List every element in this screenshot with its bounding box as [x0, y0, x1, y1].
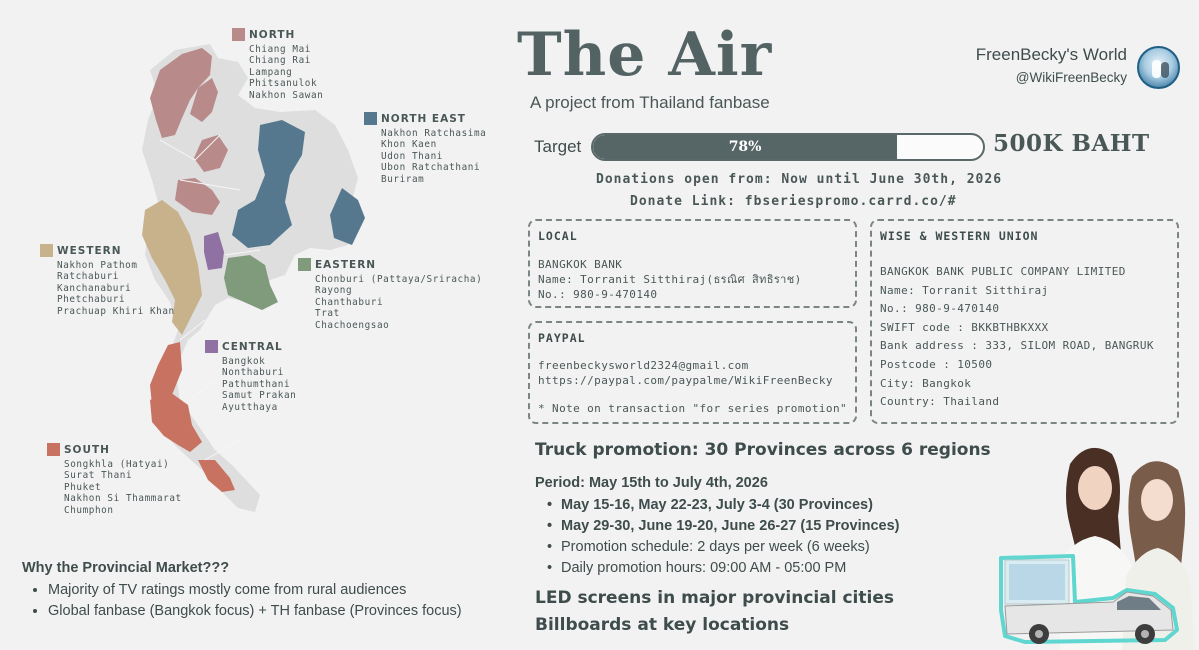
legend-eastern-list: [298, 274, 482, 331]
local-bank-box: [528, 219, 857, 308]
why-provincial-section: [22, 560, 502, 622]
avatar-figure-1: [1152, 60, 1161, 78]
legend-western: [40, 244, 175, 317]
province-item: Samut Prakan: [222, 390, 297, 402]
schedule-item: • May 15-16, May 22-23, July 3-4 (30 Provinces): [561, 495, 900, 516]
legend-north-list: [232, 44, 323, 101]
province-item: Trat: [315, 308, 340, 320]
province-item: Pathumthani: [222, 378, 291, 390]
legend-central-list: [205, 356, 296, 413]
province-item: Nonthaburi: [222, 367, 284, 379]
province-item: Chiang Rai: [249, 55, 311, 67]
local-bank-name: BANGKOK BANK: [538, 258, 623, 271]
led-screens-text: LED screens in major provincial cities: [535, 588, 894, 608]
paypal-box-title: PAYPAL: [538, 331, 586, 345]
wise-line: City: Bangkok: [880, 376, 972, 390]
paypal-email[interactable]: freenbeckysworld2324@gmail.com: [538, 359, 749, 372]
province-item: Nakhon Ratchasima: [381, 128, 487, 139]
wise-box-lines: [880, 263, 1169, 412]
wise-line: Postcode : 10500: [880, 357, 993, 371]
person-left-face: [1078, 466, 1112, 510]
donations-open-text: Donations open from: Now until June 30th, 2026: [596, 172, 1003, 187]
legend-central-title: CENTRAL: [222, 340, 283, 353]
page-title: The Air: [517, 20, 773, 90]
province-item: Nakhon Si Thammarat: [64, 493, 182, 505]
paypal-link[interactable]: https://paypal.com/paypalme/WikiFreenBecky: [538, 373, 833, 387]
province-item: Chonburi (Pattaya/Sriracha): [315, 274, 483, 285]
province-item: Phuket: [64, 481, 102, 493]
legend-eastern-head: [298, 258, 482, 271]
province-item: Buriram: [381, 173, 425, 185]
province-item: Nakhon Sawan: [249, 89, 324, 101]
province-item: Chumphon: [64, 504, 114, 516]
wise-line: Name: Torranit Sitthiraj: [880, 283, 1049, 297]
wise-line: BANGKOK BANK PUBLIC COMPANY LIMITED: [880, 265, 1126, 278]
truck-promo-title: Truck promotion: 30 Provinces across 6 regions: [535, 440, 991, 460]
province-item: Chiang Mai: [249, 44, 311, 55]
legend-south-list: [47, 459, 182, 516]
province-item: Rayong: [315, 285, 353, 297]
legend-central: [205, 340, 296, 413]
why-list: [22, 580, 502, 622]
legend-eastern: [298, 258, 482, 331]
province-item: Surat Thani: [64, 470, 133, 482]
avatar[interactable]: [1137, 46, 1180, 89]
truck-wheel-front-hub: [1141, 630, 1149, 638]
province-item: Khon Kaen: [381, 139, 437, 151]
legend-western-list: [40, 260, 175, 317]
province-item: Prachuap Khiri Khan: [57, 305, 175, 317]
avatar-figure-2: [1161, 62, 1169, 78]
legend-western-head: [40, 244, 175, 257]
legend-south-swatch: [47, 443, 60, 456]
brand-name: FreenBecky's World: [975, 45, 1127, 64]
paypal-box-lines: [538, 359, 847, 417]
province-item: Chachoengsao: [315, 319, 390, 331]
target-amount: 500K BAHT: [993, 130, 1150, 157]
paypal-note: * Note on transaction "for series promotion": [538, 402, 847, 415]
wise-line: No.: 980-9-470140: [880, 302, 1000, 316]
truck-wheel-rear-hub: [1035, 630, 1043, 638]
page-subtitle: A project from Thailand fanbase: [530, 93, 770, 112]
legend-western-title: WESTERN: [57, 244, 122, 257]
local-box-title: LOCAL: [538, 229, 578, 243]
why-point: • Majority of TV ratings mostly come from rural audiences: [48, 580, 502, 601]
legend-eastern-swatch: [298, 258, 311, 271]
progress-bar: [591, 133, 985, 161]
province-item: Ubon Ratchathani: [381, 162, 481, 174]
legend-south-head: [47, 443, 182, 456]
province-item: Bangkok: [222, 356, 266, 367]
local-box-lines: [538, 257, 847, 302]
legend-south: [47, 443, 182, 516]
legend-northeast-swatch: [364, 112, 377, 125]
donate-link[interactable]: Donate Link: fbseriespromo.carrd.co/#: [630, 194, 957, 209]
legend-eastern-title: EASTERN: [315, 258, 377, 271]
legend-central-head: [205, 340, 296, 353]
province-item: Phitsanulok: [249, 78, 318, 90]
legend-northeast: [364, 112, 486, 185]
legend-south-title: SOUTH: [64, 443, 110, 456]
legend-north-title: NORTH: [249, 28, 296, 41]
paypal-box: [528, 321, 857, 424]
promo-schedule-list: [561, 495, 900, 579]
province-item: Kanchanaburi: [57, 282, 132, 294]
legend-northeast-head: [364, 112, 486, 125]
legend-north-head: [232, 28, 323, 41]
person-right-face: [1141, 479, 1173, 521]
legend-northeast-title: NORTH EAST: [381, 112, 466, 125]
province-item: Lampang: [249, 66, 293, 78]
wise-western-union-box: [870, 219, 1179, 424]
province-item: Ratchaburi: [57, 271, 119, 283]
schedule-item: • Promotion schedule: 2 days per week (6 weeks): [561, 537, 900, 558]
local-account-name: Name: Torranit Sitthiraj(ธรณิศ สิทธิราช): [538, 273, 802, 286]
wise-line: SWIFT code : BKKBTHBKXXX: [880, 320, 1049, 334]
province-item: Songkhla (Hatyai): [64, 459, 170, 470]
legend-northeast-list: [364, 128, 486, 185]
legend-north-swatch: [232, 28, 245, 41]
brand-handle[interactable]: @WikiFreenBecky: [1015, 70, 1127, 85]
wise-line: Country: Thailand: [880, 395, 1000, 409]
wise-line: Bank address : 333, SILOM ROAD, BANGRUK: [880, 339, 1154, 353]
local-account-number: No.: 980-9-470140: [538, 288, 658, 301]
province-item: Phetchaburi: [57, 294, 126, 306]
legend-western-swatch: [40, 244, 53, 257]
schedule-item: • Daily promotion hours: 09:00 AM - 05:00 PM: [561, 558, 900, 579]
province-item: Nakhon Pathom: [57, 260, 138, 271]
province-item: Ayutthaya: [222, 401, 278, 413]
schedule-item: • May 29-30, June 19-20, June 26-27 (15 Provinces): [561, 516, 900, 537]
promo-truck-graphic: [995, 550, 1185, 650]
wise-box-title: WISE & WESTERN UNION: [880, 229, 1039, 243]
billboards-text: Billboards at key locations: [535, 615, 790, 635]
province-item: Udon Thani: [381, 150, 443, 162]
target-label: Target: [534, 137, 582, 156]
why-title: Why the Provincial Market???: [22, 560, 230, 576]
province-item: Chanthaburi: [315, 296, 384, 308]
truck-led-image: [1009, 564, 1065, 600]
legend-central-swatch: [205, 340, 218, 353]
progress-percent: 78%: [728, 139, 762, 155]
legend-north: [232, 28, 323, 101]
promo-period: Period: May 15th to July 4th, 2026: [535, 475, 768, 491]
why-point: • Global fanbase (Bangkok focus) + TH fanbase (Provinces focus): [48, 601, 502, 622]
